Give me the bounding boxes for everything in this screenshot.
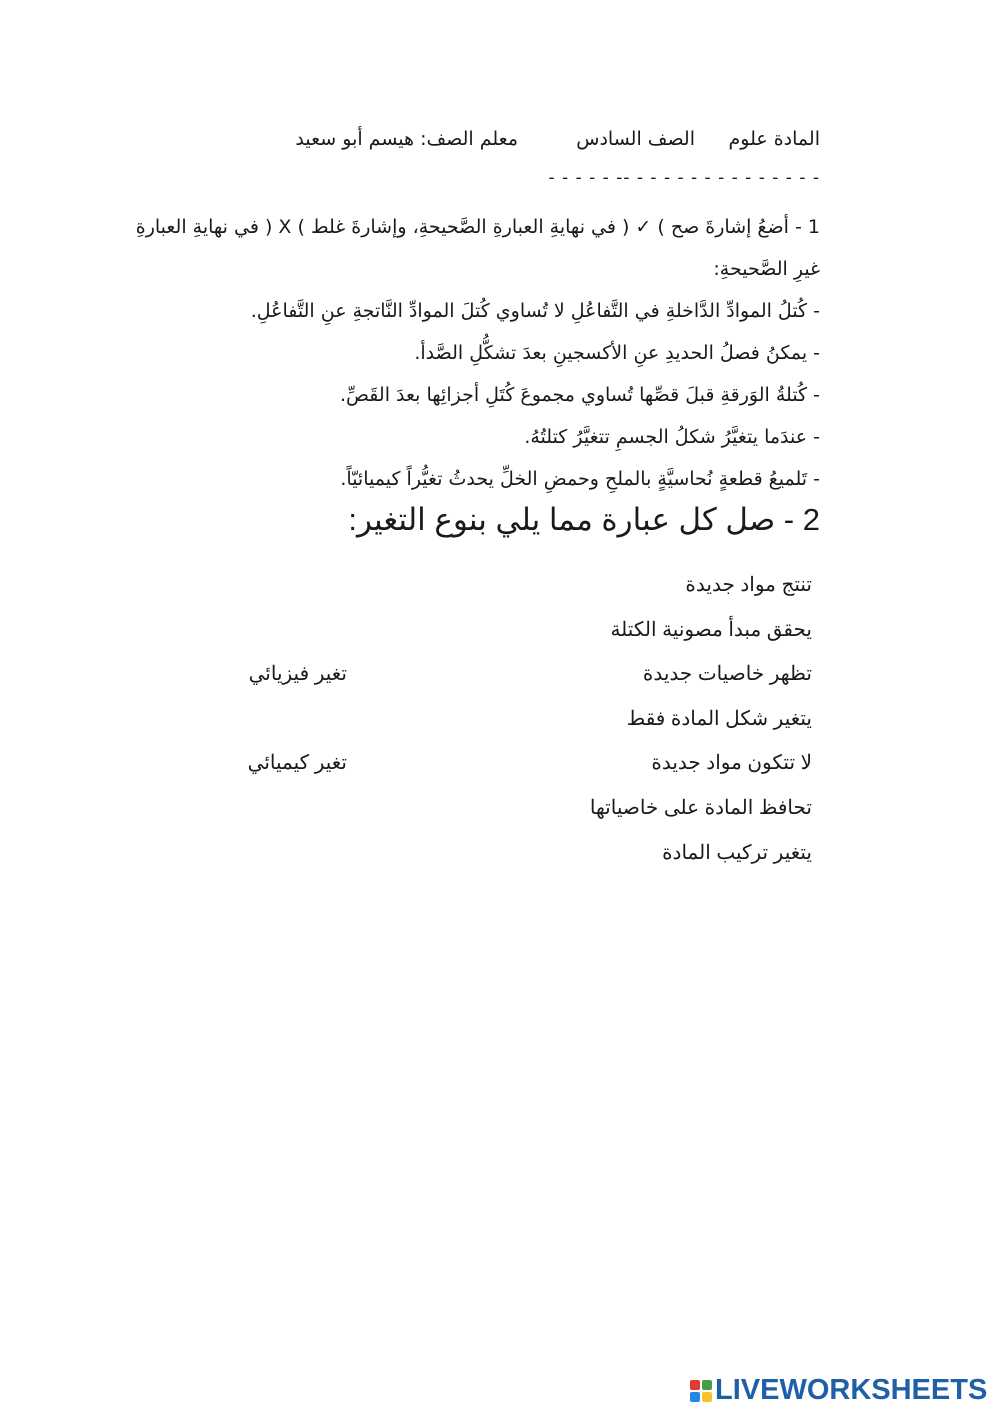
question2-title: 2 - صل كل عبارة مما يلي بنوع التغير: [348,502,820,537]
statement: - تَلميعُ قطعةٍ نُحاسيَّةٍ بالملحِ وحمضِ الخلِّ يحدثُ تغيُّراً كيميائيّاً. [340,468,820,490]
statement: - كُتلُ الموادِّ الدَّاخلةِ في التَّفاعُلِ لا تُساوي كُتلَ الموادِّ النَّاتجةِ عنِ التَّفاعُلِ. [250,300,820,322]
teacher-label: معلم الصف: هيسم أبو سعيد [295,128,518,150]
statement: - يمكنُ فصلُ الحديدِ عنِ الأكسجينِ بعدَ تشكُّلِ الصَّدأ. [414,342,820,364]
liveworksheets-logo [690,1374,987,1407]
match-item[interactable]: تنتج مواد جديدة [685,574,812,596]
question1-instruction: 1 - أضعُ إشارةَ صح ) ✓ ( في نهايةِ العبارةِ الصَّحيحةِ، وإشارةَ غلط ) X ( في نهايةِ العبارةِ [135,216,820,238]
question1-instruction-cont: غيرِ الصَّحيحةِ: [713,258,820,280]
match-item[interactable]: تظهر خاصيات جديدة [642,663,812,685]
match-item[interactable]: يتغير شكل المادة فقط [626,708,812,730]
question1 [135,206,820,500]
statement: - كُتلةُ الوَرقةِ قبلَ قصِّها تُساوي مجموعَ كُتَلِ أجزائِها بعدَ القَصِّ. [339,384,820,406]
subject-label: المادة علوم [728,128,820,150]
header-separator: - - - - - -- - - - - - - - - - - - - - - [548,168,820,188]
match-item[interactable]: لا تتكون مواد جديدة [651,752,812,774]
grade-label: الصف السادس [576,128,695,150]
match-target-chemical[interactable]: تغير كيميائي [247,752,347,774]
match-target-physical[interactable]: تغير فيزيائي [248,663,347,685]
logo-text: LIVEWORKSHEETS [715,1374,988,1406]
match-item[interactable]: يتغير تركيب المادة [662,842,812,864]
statement: - عندَما يتغيَّرُ شكلُ الجسمِ تتغيَّرُ كتلتُهُ. [524,426,820,448]
logo-mark-icon [690,1380,712,1402]
match-item[interactable]: تحافظ المادة على خاصياتها [589,797,812,819]
match-item[interactable]: يحقق مبدأ مصونية الكتلة [610,619,812,641]
